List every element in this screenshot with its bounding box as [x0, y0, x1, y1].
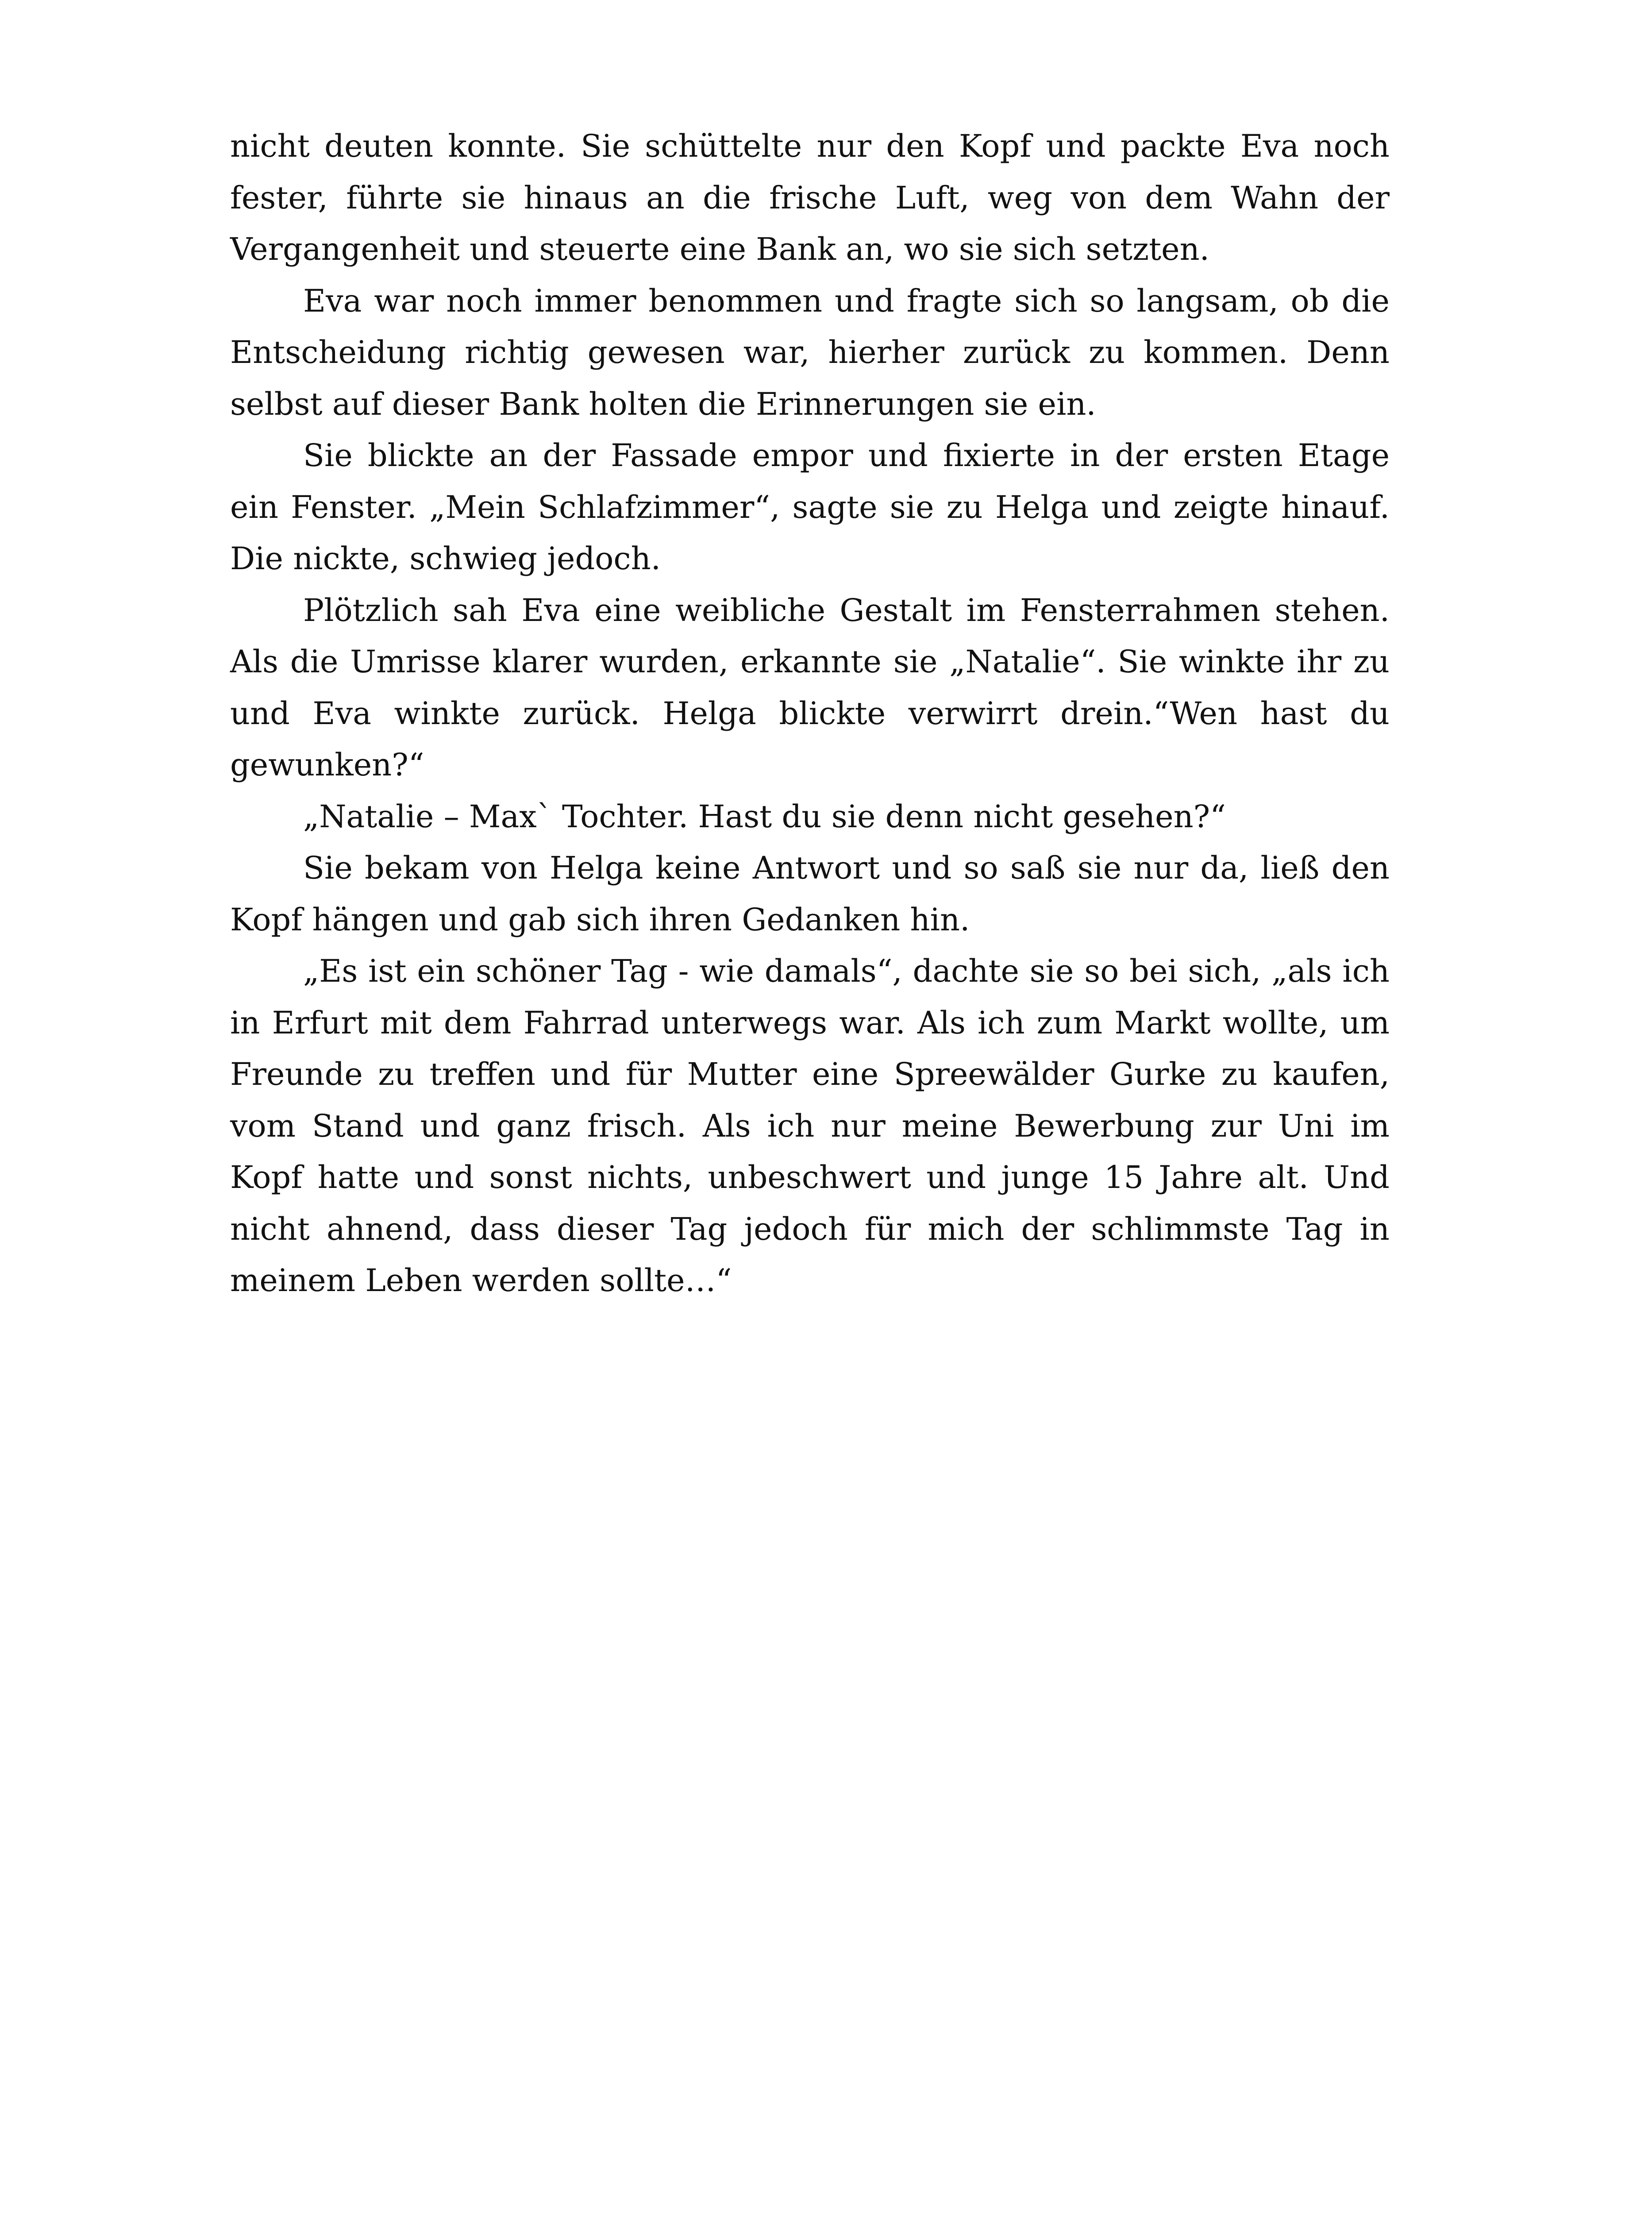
paragraph-1: nicht deuten konnte. Sie schüttelte nur den Kopf und packte Eva noch fester, führte sie hinaus an die frische Luft, weg von dem Wahn der Vergangenheit und steuerte eine Bank an, wo sie sich setzten. [230, 128, 1390, 267]
paragraph-5: „Natalie – Max` Tochter. Hast du sie denn nicht gesehen?“ [303, 798, 1226, 835]
paragraph-2: Eva war noch immer benommen und fragte sich so langsam, ob die Entscheidung richtig gewesen war, hierher zurück zu kommen. Denn selbst auf dieser Bank holten die Erinnerungen sie ein. [230, 282, 1390, 422]
paragraph-6: Sie bekam von Helga keine Antwort und so saß sie nur da, ließ den Kopf hängen und gab sich ihren Gedanken hin. [230, 850, 1390, 938]
paragraph-4: Plötzlich sah Eva eine weibliche Gestalt im Fensterrahmen stehen. Als die Umrisse klarer wurden, erkannte sie „Natalie“. Sie winkte ihr zu und Eva winkte zurück. Helga blickte verwirrt drein.“Wen hast du gewunken?“ [230, 592, 1390, 783]
body-text [230, 120, 1390, 1307]
paragraph-7: „Es ist ein schöner Tag - wie damals“, dachte sie so bei sich, „als ich in Erfurt mit dem Fahrrad unterwegs war. Als ich zum Markt wollte, um Freunde zu treffen und für Mutter eine Spreewälder Gurke zu kaufen, vom Stand und ganz frisch. Als ich nur meine Bewerbung zur Uni im Kopf hatte und sonst nichts, unbeschwert und junge 15 Jahre alt. Und nicht ahnend, dass dieser Tag jedoch für mich der schlimmste Tag in meinem Leben werden sollte…“ [230, 953, 1390, 1299]
paragraph-3: Sie blickte an der Fassade empor und fixierte in der ersten Etage ein Fenster. „Mein Schlafzimmer“, sagte sie zu Helga und zeigte hinauf. Die nickte, schwieg jedoch. [230, 437, 1390, 577]
